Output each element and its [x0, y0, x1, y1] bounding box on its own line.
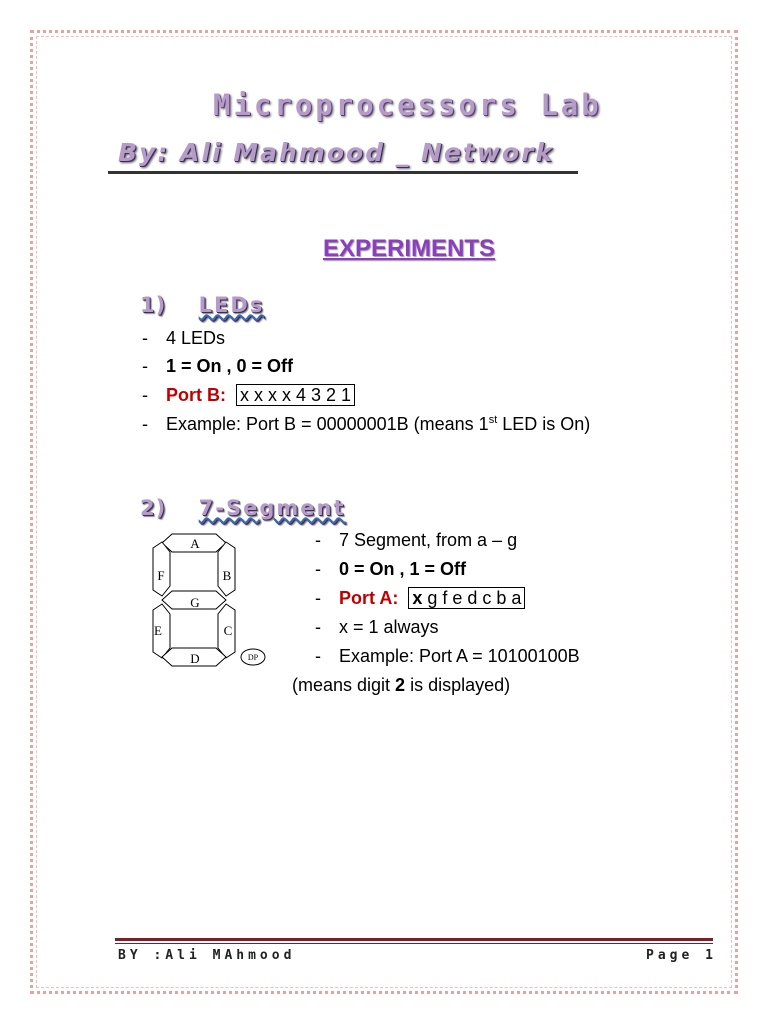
section1-number: 1) — [140, 293, 167, 317]
page-border — [30, 30, 738, 994]
section1-item-logic: - 1 = On , 0 = Off — [142, 356, 294, 376]
document-title: Microprocessors Lab — [213, 88, 602, 122]
port-b-bits: x x x x 4 3 2 1 — [236, 384, 355, 406]
segment-e-label: E — [154, 623, 162, 638]
section2-heading — [140, 496, 346, 520]
section1-name: LEDs — [198, 293, 265, 317]
section2-item-means: (means digit 2 is displayed) — [292, 675, 511, 695]
segment-d-label: D — [190, 651, 200, 666]
footer-rule-thick — [115, 938, 713, 941]
section2-item-port: - Port A: x g f e d c b a — [315, 588, 525, 609]
section1-heading — [140, 293, 264, 317]
segment-b-label: B — [222, 568, 232, 583]
footer-rule-thin — [115, 943, 713, 944]
seven-segment-diagram — [140, 530, 275, 675]
footer-author: BY :Ali MAhmood — [118, 948, 296, 963]
section2-item-logic: - 0 = On , 1 = Off — [315, 559, 467, 579]
port-a-label: Port A — [339, 588, 393, 608]
segment-c-label: C — [223, 623, 233, 638]
section1-item-leds: - 4 LEDs — [142, 328, 226, 348]
port-a-bits: x g f e d c b a — [408, 587, 525, 609]
experiments-heading: EXPERIMENTS — [323, 235, 496, 262]
segment-dp-label: DP — [247, 653, 259, 662]
segment-f-label: F — [157, 568, 165, 583]
footer-page-number: Page 1 — [646, 948, 717, 963]
section2-name: 7-Segment — [198, 496, 346, 520]
segment-a-label: A — [190, 536, 200, 551]
section1-item-port: - Port B: x x x x 4 3 2 1 — [142, 385, 355, 406]
section2-item-always: - x = 1 always — [315, 617, 439, 637]
section2-item-range: - 7 Segment, from a – g — [315, 530, 518, 550]
byline-underline — [108, 171, 578, 174]
section2-item-example: - Example: Port A = 10100100B — [315, 646, 580, 666]
section2-number: 2) — [140, 496, 167, 520]
document-byline: By: Ali Mahmood _ Network — [118, 138, 555, 167]
segment-g-label: G — [190, 595, 200, 610]
port-b-label: Port B — [166, 385, 220, 405]
section1-item-example: - Example: Port B = 00000001B (means 1st LED is On) — [142, 414, 591, 434]
